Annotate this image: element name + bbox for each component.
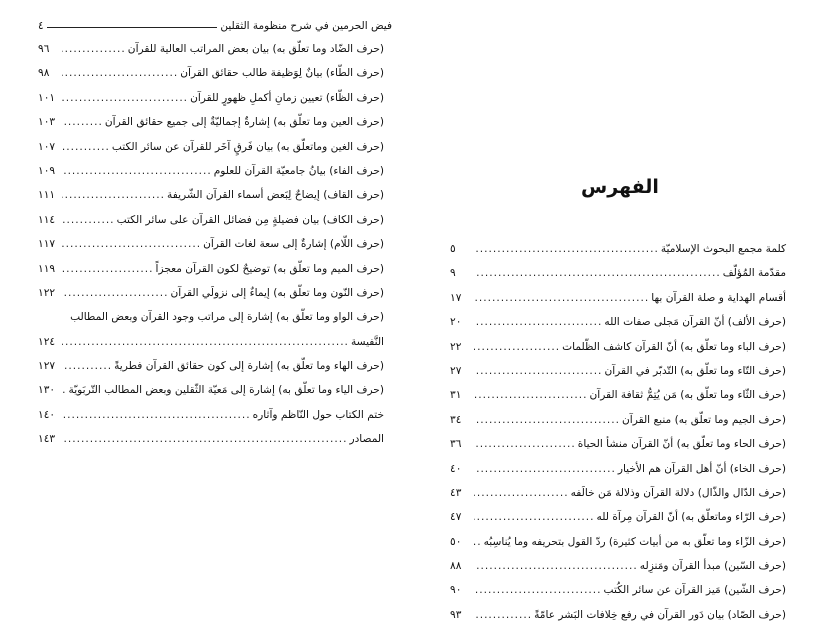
toc-entry[interactable]: (حرف الفاء) بيانُ جامعيّة القرآن للعلوم ..... ١٠٩ <box>38 165 384 189</box>
toc-entry[interactable]: (حرف القاف) إيضاحٌ لِبَعض أسماء القرآن الشّريفة ..... ١١١ <box>38 189 384 213</box>
dot-leader <box>474 511 595 523</box>
dot-leader <box>474 389 587 401</box>
toc-entry[interactable]: (حرف الظّاء) تعيين زمانِ أكملِ ظهورٍ للقرآن ..... ١٠١ <box>38 92 384 116</box>
dot-leader <box>62 116 103 128</box>
toc-entry[interactable]: ختم الكتاب حول النّاظم وآثاره ..... ١٤٠ <box>38 409 384 433</box>
dot-leader <box>474 584 602 596</box>
dot-leader <box>62 384 67 396</box>
dot-leader <box>474 560 638 572</box>
toc-entry[interactable]: (حرف اللّام) إشارةٌ إلى سعة لغات القرآن ..... ١١٧ <box>38 238 384 262</box>
dot-leader <box>474 609 532 621</box>
toc-entry[interactable]: مقدّمة المُؤلّف ..... ٩ <box>450 267 786 291</box>
toc-list-right <box>450 243 786 633</box>
dot-leader <box>62 67 178 79</box>
toc-entry[interactable]: (حرف الميم وما تعلّق به) توضيحٌ لكون القرآن معجزاً ..... ١١٩ <box>38 263 384 287</box>
toc-entry[interactable]: (حرف الضّاد وما تعلّق به) بيان بعض المراتب العالية للقرآن ..... ٩٦ <box>38 43 384 67</box>
dot-leader <box>62 92 188 104</box>
toc-entry[interactable]: (حرف التّاء وما تعلّق به) التّدبّر في القرآن ..... ٢٧ <box>450 365 786 389</box>
dot-leader <box>474 438 576 450</box>
toc-entry[interactable]: (حرف الطّاء) بيانٌ لِوَظيفة طالب حقائق القرآن ..... ٩٨ <box>38 67 384 91</box>
running-header <box>38 14 392 32</box>
dot-leader <box>62 409 251 421</box>
dot-leader <box>474 414 620 426</box>
toc-entry[interactable]: أقسام الهداية و صلة القرآن بها ..... ١٧ <box>450 292 786 316</box>
toc-entry[interactable]: (حرف السّين) مبدأ القرآن ومَنزِله ..... ٨٨ <box>450 560 786 584</box>
dot-leader <box>474 487 569 499</box>
header-rule <box>47 27 218 28</box>
toc-entry[interactable]: كلمة مجمع البحوث الإسلاميّة ..... ٥ <box>450 243 786 267</box>
dot-leader <box>474 292 649 304</box>
dot-leader <box>62 141 110 153</box>
toc-entry[interactable]: (حرف الألف) أنّ القرآن مَجلى صفات الله ..... ٢٠ <box>450 316 786 340</box>
dot-leader <box>62 433 347 445</box>
toc-entry[interactable]: (حرف الخاء) أنّ أهل القرآن هم الأخيار ..... ٤٠ <box>450 463 786 487</box>
book-title: فيض الحرمين في شرح منظومة الثقلين <box>220 20 392 32</box>
dot-leader <box>474 316 602 328</box>
toc-entry[interactable]: (حرف الدّال والذّال) دلالة القرآن وذلالة مَن خالَفه ..... ٤٣ <box>450 487 786 511</box>
toc-entry[interactable]: (حرف الرّاء وماتعلّق به) أنّ القرآن مِرآة لله ..... ٤٧ <box>450 511 786 535</box>
dot-leader <box>62 238 201 250</box>
dot-leader <box>62 287 168 299</box>
toc-entry-continuation[interactable]: النَّفيسة ..... ١٢٤ <box>38 336 384 360</box>
dot-leader <box>474 341 560 353</box>
toc-list-left <box>38 43 384 458</box>
dot-leader <box>474 536 482 548</box>
toc-entry[interactable]: (حرف الحاء وما تعلّق به) أنّ القرآن منشأ الحياة ..... ٣٦ <box>450 438 786 462</box>
index-title: الفهرس <box>581 176 659 198</box>
dot-leader <box>62 43 126 55</box>
dot-leader <box>62 360 112 372</box>
toc-entry[interactable]: (حرف الزّاء وما تعلّق به من أبيات كثيرة) ردّ القول بتحريفه وما يُناسِبُه ..... ٥٠ <box>450 536 786 560</box>
toc-entry[interactable]: (حرف الغين وماتعلّق به) بيان فَرقٍ آخَر للقرآن عن سائر الكتب ..... ١٠٧ <box>38 141 384 165</box>
toc-entry[interactable]: (حرف العين وما تعلّق به) إشارةٌ إجماليّةٌ إلى جميع حقائق القرآن ..... ١٠٣ <box>38 116 384 140</box>
toc-entry[interactable]: (حرف الباء وما تعلّق به) أنّ القرآن كاشف الظّلمات ..... ٢٢ <box>450 341 786 365</box>
toc-entry[interactable]: (حرف الثّاء وما تعلّق به) مَن يُتِمُّ ثقافة القرآن ..... ٣١ <box>450 389 786 413</box>
dot-leader <box>62 214 115 226</box>
dot-leader <box>474 463 616 475</box>
toc-entry[interactable]: المصادر ..... ١٤٣ <box>38 433 384 457</box>
toc-entry[interactable]: (حرف الكاف) بيان فضيلةٍ مِن فضائل القرآن على سائر الكتب ..... ١١٤ <box>38 214 384 238</box>
dot-leader <box>62 189 165 201</box>
toc-entry[interactable]: (حرف الواو وما تعلّق به) إشارة إلى مراتب وجود القرآن وبعض المطالب <box>70 311 384 324</box>
toc-entry[interactable]: (حرف الشّين) مَيز القرآن عن سائر الكُتب ..... ٩٠ <box>450 584 786 608</box>
toc-entry[interactable]: (حرف الصّاد) بيان دَور القرآن في رفع خِلافات البَشر عامّةً ..... ٩٣ <box>450 609 786 633</box>
toc-entry[interactable]: (حرف الجيم وما تعلّق به) منبع القرآن ..... ٣٤ <box>450 414 786 438</box>
dot-leader <box>62 263 154 275</box>
dot-leader <box>62 165 212 177</box>
dot-leader <box>474 267 721 279</box>
dot-leader <box>474 365 602 377</box>
toc-entry[interactable]: (حرف الهاء وما تعلّق به) إشارة إلى كون حقائق القرآن فطريةً ..... ١٢٧ <box>38 360 384 384</box>
toc-entry[interactable]: (حرف النّون وما تعلّق به) إيماءٌ إلى نزولَي القرآن ..... ١٢٢ <box>38 287 384 311</box>
dot-leader <box>62 336 349 348</box>
toc-entry[interactable]: (حرف الياء وما تعلّق به) إشارة إلى مَعيّة الثّقلين وبعض المطالب التّربَويّة ..... ١٣٠ <box>38 384 384 408</box>
page-number: ٤ <box>38 20 44 32</box>
dot-leader <box>474 243 659 255</box>
